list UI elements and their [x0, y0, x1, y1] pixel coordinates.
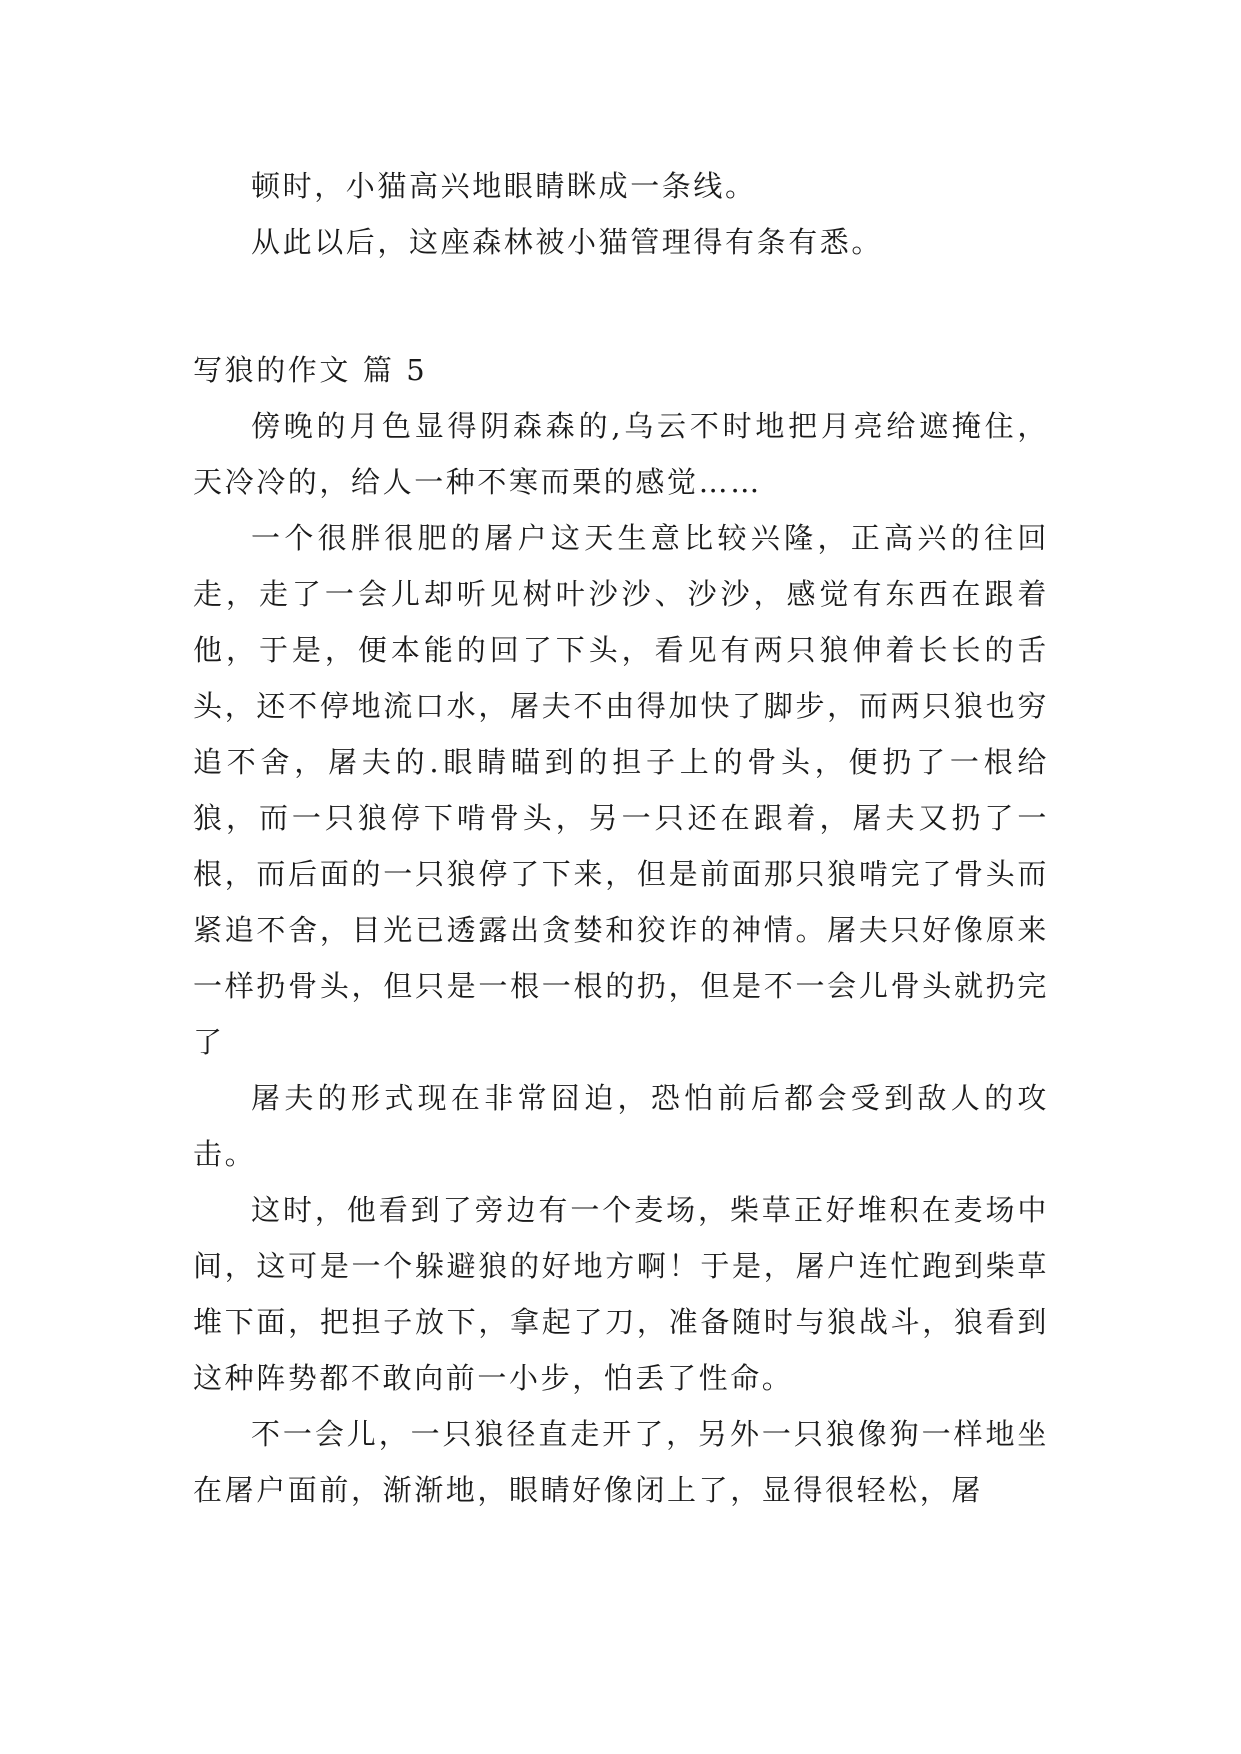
paragraph: 从此以后，这座森林被小猫管理得有条有悉。 — [251, 225, 884, 259]
paragraph: 傍晚的月色显得阴森森的,乌云不时地把月亮给遮掩住，天冷冷的，给人一种不寒而栗的感觉…… — [193, 409, 1049, 499]
essay-section — [193, 342, 1049, 1518]
paragraph: 这时，他看到了旁边有一个麦场，柴草正好堆积在麦场中间，这可是一个躲避狼的好地方啊！于是，屠户连忙跑到柴草堆下面，把担子放下，拿起了刀，准备随时与狼战斗，狼看到这种阵势都不敢向前一小步，怕丢了性命。 — [193, 1193, 1049, 1395]
paragraph: 屠夫的形式现在非常囧迫，恐怕前后都会受到敌人的攻击。 — [193, 1081, 1049, 1171]
section-heading: 写狼的作文 篇 5 — [193, 353, 428, 387]
paragraph: 一个很胖很肥的屠户这天生意比较兴隆，正高兴的往回走，走了一会儿却听见树叶沙沙、沙沙，感觉有东西在跟着他，于是，便本能的回了下头，看见有两只狼伸着长长的舌头，还不停地流口水，屠夫不由得加快了脚步，而两只狼也穷追不舍，屠夫的.眼睛瞄到的担子上的骨头，便扔了一根给狼，而一只狼停下啃骨头，另一只还在跟着，屠夫又扔了一根，而后面的一只狼停了下来，但是前面那只狼啃完了骨头而紧追不舍，目光已透露出贪婪和狡诈的神情。屠夫只好像原来一样扔骨头，但只是一根一根的扔，但是不一会儿骨头就扔完了 — [193, 521, 1049, 1059]
paragraph: 不一会儿，一只狼径直走开了，另外一只狼像狗一样地坐在屠户面前，渐渐地，眼睛好像闭上了，显得很轻松，屠 — [193, 1417, 1049, 1507]
paragraph: 顿时，小猫高兴地眼睛眯成一条线。 — [251, 169, 757, 203]
top-text-block — [193, 158, 1049, 270]
